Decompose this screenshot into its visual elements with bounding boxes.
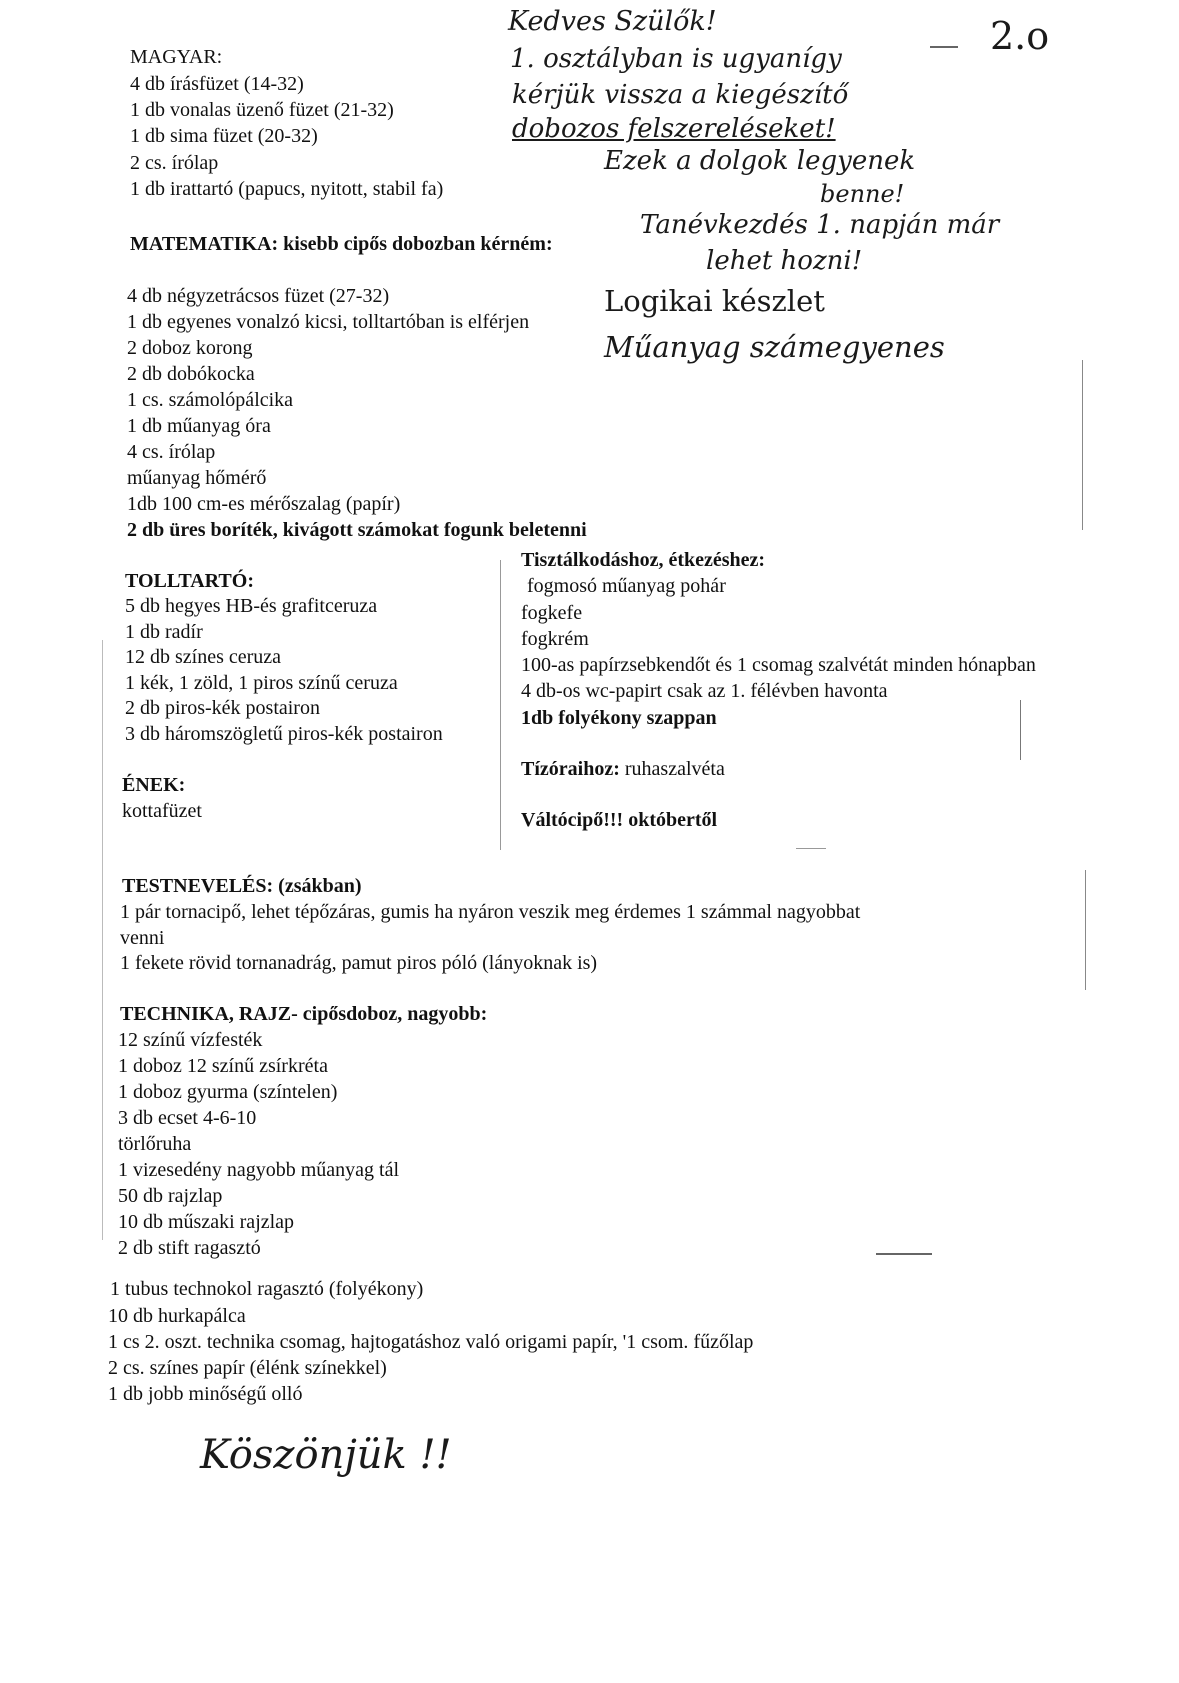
list-item: 2 db stift ragasztó: [118, 1237, 261, 1259]
valtocipo-note: Váltócipő!!! októbertől: [521, 809, 718, 831]
list-item: 1 kék, 1 zöld, 1 piros színű ceruza: [125, 672, 398, 694]
list-item: 1 pár tornacipő, lehet tépőzáras, gumis ha nyáron veszik meg érdemes 1 számmal nagyobbat: [120, 901, 861, 923]
list-item: fogkrém: [521, 628, 589, 650]
list-item: 12 színű vízfesték: [118, 1029, 263, 1051]
handwritten-line: lehet hozni!: [706, 246, 863, 276]
magyar-heading: MAGYAR:: [130, 46, 223, 68]
list-item: 1 db vonalas üzenő füzet (21-32): [130, 99, 394, 121]
list-item: 5 db hegyes HB-és grafitceruza: [125, 595, 378, 617]
list-item: venni: [120, 927, 165, 949]
scan-speck: [102, 640, 103, 1240]
handwritten-line: Kedves Szülők!: [508, 6, 717, 37]
list-item: 10 db hurkapálca: [108, 1305, 246, 1327]
handwritten-line: Tanévkezdés 1. napján már: [640, 210, 1000, 240]
list-item: 2 cs. írólap: [130, 152, 219, 174]
list-item: műanyag hőmérő: [127, 467, 267, 489]
matematika-heading: MATEMATIKA: kisebb cipős dobozban kérném:: [130, 233, 553, 255]
list-item: 50 db rajzlap: [118, 1185, 223, 1207]
list-item: 1 db sima füzet (20-32): [130, 125, 318, 147]
handwritten-item: Logikai készlet: [604, 284, 825, 318]
list-item: 1db 100 cm-es mérőszalag (papír): [127, 493, 401, 515]
list-item: 3 db ecset 4-6-10: [118, 1107, 257, 1129]
list-item: fogkefe: [521, 602, 583, 624]
handwritten-item: Műanyag számegyenes: [604, 330, 945, 364]
list-item: kottafüzet: [122, 800, 202, 822]
list-item: 4 db-os wc-papirt csak az 1. félévben havonta: [521, 680, 888, 702]
list-item: 1 tubus technokol ragasztó (folyékony): [110, 1278, 424, 1300]
handwritten-thanks: Köszönjük !!: [200, 1432, 452, 1478]
testneveles-heading: TESTNEVELÉS:: [122, 875, 274, 897]
list-item: 2 db üres boríték, kivágott számokat fogunk beletenni: [127, 519, 587, 541]
list-item: 1 db egyenes vonalzó kicsi, tolltartóban is elférjen: [127, 311, 530, 333]
list-item: 10 db műszaki rajzlap: [118, 1211, 295, 1233]
scan-speck: [1085, 870, 1086, 990]
scan-speck: [796, 848, 826, 849]
handwritten-line: 1. osztályban is ugyanígy: [510, 44, 842, 74]
list-item: 1 cs. számolópálcika: [127, 389, 294, 411]
list-item: 4 db írásfüzet (14-32): [130, 73, 304, 95]
list-item: 4 db négyzetrácsos füzet (27-32): [127, 285, 390, 307]
handwritten-line: kérjük vissza a kiegészítő: [512, 80, 849, 110]
list-item: 4 cs. írólap: [127, 441, 216, 463]
handwritten-line: benne!: [820, 180, 905, 208]
list-item: 1 doboz 12 színű zsírkréta: [118, 1055, 328, 1077]
list-item: 1 fekete rövid tornanadrág, pamut piros póló (lányoknak is): [120, 952, 598, 974]
scan-speck: [500, 560, 501, 850]
list-item: 100-as papírzsebkendőt és 1 csomag szalvétát minden hónapban: [521, 654, 1036, 676]
tisztalkodas-heading: Tisztálkodáshoz, étkezéshez:: [521, 549, 766, 571]
list-item: törlőruha: [118, 1133, 192, 1155]
list-item: 1 cs 2. oszt. technika csomag, hajtogatáshoz való origami papír, '1 csom. fűzőlap: [108, 1331, 754, 1353]
tizoraihoz-value: ruhaszalvéta: [624, 758, 725, 780]
list-item: 1 db műanyag óra: [127, 415, 271, 437]
tizoraihoz-line: [521, 758, 725, 780]
list-item: 1 db jobb minőségű olló: [108, 1383, 303, 1405]
list-item: 2 db dobókocka: [127, 363, 255, 385]
scan-speck: [1020, 700, 1021, 760]
testneveles-heading-line: [122, 875, 362, 897]
tolltarto-heading: TOLLTARTÓ:: [125, 570, 254, 592]
scan-speck: [1082, 360, 1083, 530]
list-item: 12 db színes ceruza: [125, 646, 282, 668]
tizoraihoz-label: Tízóraihoz:: [521, 758, 620, 780]
list-item: 1 db radír: [125, 621, 203, 643]
list-item: 2 doboz korong: [127, 337, 253, 359]
handwritten-line: Ezek a dolgok legyenek: [604, 146, 916, 176]
testneveles-note: (zsákban): [278, 875, 362, 897]
list-item: 1 doboz gyurma (színtelen): [118, 1081, 338, 1103]
list-item: fogmosó műanyag pohár: [527, 575, 726, 597]
scan-speck: [876, 1253, 932, 1255]
scan-speck: [930, 46, 958, 48]
handwritten-line: dobozos felszereléseket!: [512, 114, 836, 144]
list-item: 3 db háromszögletű piros-kék postairon: [125, 723, 443, 745]
list-item: 1 vizesedény nagyobb műanyag tál: [118, 1159, 400, 1181]
list-item: 2 cs. színes papír (élénk színekkel): [108, 1357, 387, 1379]
handwritten-grade: 2.o: [990, 14, 1050, 58]
list-item: 1db folyékony szappan: [521, 707, 717, 729]
list-item: 2 db piros-kék postairon: [125, 697, 320, 719]
enek-heading: ÉNEK:: [122, 774, 186, 796]
list-item: 1 db irattartó (papucs, nyitott, stabil fa): [130, 178, 444, 200]
technika-heading: TECHNIKA, RAJZ- cipősdoboz, nagyobb:: [120, 1003, 488, 1025]
